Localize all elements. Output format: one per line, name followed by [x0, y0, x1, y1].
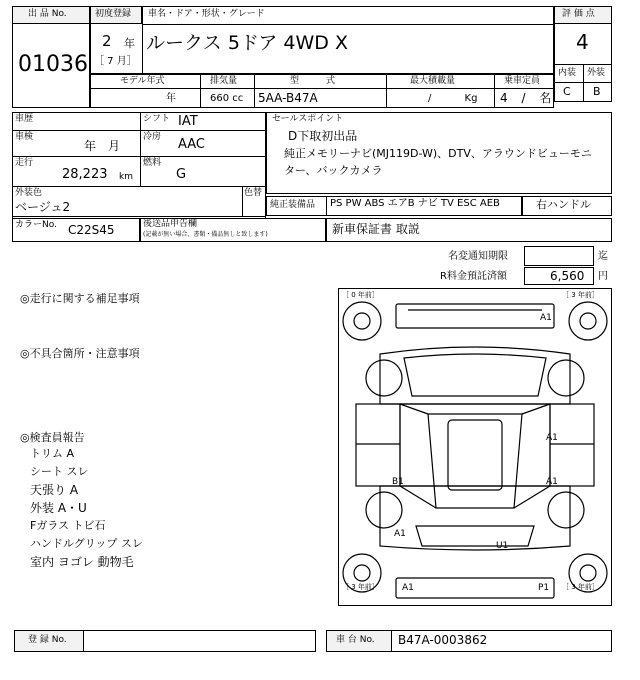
diagram-corner-br: ［ 3 年前］: [562, 583, 599, 591]
report-note: (記載が無い場合、書類・備品無しと致します): [143, 231, 268, 238]
equip-items: PS PW ABS エアB ナビ TV ESC AEB: [330, 198, 500, 209]
damage-mark: A1: [540, 313, 552, 323]
max-load-value: / Kg: [428, 93, 478, 104]
inspector-item: 外装 A・U: [30, 501, 87, 515]
chassis-value: B47A-0003862: [398, 633, 488, 647]
model-divider: [142, 24, 554, 25]
damage-mark: A1: [546, 477, 558, 487]
details-row3: [12, 186, 266, 187]
damage-mark: A1: [402, 583, 414, 593]
color-label: 外装色: [15, 188, 43, 198]
recycle-unit: 円: [598, 271, 608, 282]
damage-mark: A1: [394, 529, 406, 539]
capacity-label: 乗車定員: [504, 76, 541, 86]
grade-divider: [554, 82, 612, 83]
sales-line2: 純正メモリーナビ(MJ119D-W)、DTV、アラウンドビューモニ: [284, 147, 592, 160]
model-year-unit: 年: [166, 93, 176, 104]
interior-grade: C: [563, 85, 571, 98]
equip-label: 純正装備品: [270, 200, 316, 210]
inspector-heading: ◎検査員報告: [20, 431, 85, 444]
max-load-label: 最大積載量: [410, 76, 456, 86]
defects-heading: ◎不具合箇所・注意事項: [20, 347, 140, 360]
damage-mark: P1: [538, 583, 550, 593]
recycle-label: R料金預託済額: [440, 271, 507, 282]
color-value: ベージュ2: [15, 200, 71, 214]
spec-divider: [90, 88, 554, 89]
history-label: 車歴: [15, 114, 34, 124]
damage-mark: U1: [496, 541, 509, 551]
fuel-label: 燃料: [143, 158, 162, 168]
reg-divider: [142, 6, 143, 74]
color-change-split: [242, 186, 243, 216]
color-no-divider: [12, 216, 266, 217]
diagram-corner-tr: ［ 3 年前］: [562, 291, 599, 299]
reg-month: ［ 7 月］: [94, 56, 137, 67]
score-split: [583, 64, 584, 102]
mileage-label: 走行: [15, 158, 34, 168]
recycle-value: 6,560: [550, 269, 585, 283]
warranty-value: 新車保証書 取説: [332, 222, 420, 236]
capacity-value: 4 / 名: [500, 91, 552, 105]
lot-label: 出 品 No.: [28, 9, 67, 19]
driving-notes-heading: ◎走行に関する補足事項: [20, 292, 140, 305]
inspection-value: 年 月: [84, 139, 121, 153]
color-no-value: C22S45: [68, 223, 115, 237]
details-row1: [12, 130, 266, 131]
interior-label: 内装: [558, 68, 577, 78]
displacement-value: 660 cc: [210, 93, 244, 104]
shift-label: シフト: [143, 114, 171, 124]
inspection-label: 車検: [15, 132, 34, 142]
car-outline-icon: [338, 288, 612, 606]
sales-line1: D下取初出品: [288, 129, 358, 143]
notice-label: 名変通知期限: [448, 251, 508, 262]
color-change-label: 色替: [244, 188, 263, 198]
model-year-label: モデル年式: [120, 76, 165, 86]
report-label: 後送品申告欄: [143, 219, 198, 229]
spec-col4: [494, 74, 495, 108]
diagram-corner-bl: ［ 3 年前］: [342, 583, 379, 591]
score-label: 評 価 点: [562, 9, 595, 19]
diagram-corner-tl: ［ 0 年前］: [342, 291, 379, 299]
damage-mark: B1: [392, 477, 404, 487]
sales-label: セールスポイント: [272, 114, 344, 124]
inspector-item: トリム A: [30, 447, 75, 460]
fuel-value: G: [176, 167, 187, 182]
type-value: 5AA-B47A: [258, 91, 318, 105]
mileage-value: 28,223: [62, 167, 108, 182]
spec-col3: [386, 74, 387, 108]
first-reg-label: 初度登録: [95, 9, 132, 19]
inspector-item: 室内 ヨゴレ 動物毛: [30, 555, 134, 569]
inspector-item: ハンドルグリップ スレ: [30, 537, 143, 550]
displacement-label: 排気量: [210, 76, 238, 86]
ac-value: AAC: [178, 137, 205, 152]
notice-value-box: [524, 246, 594, 266]
exterior-grade: B: [593, 85, 601, 98]
year-unit: 年: [124, 37, 135, 50]
spec-col2: [254, 74, 255, 108]
reg-no-label: 登 録 No.: [28, 635, 67, 645]
damage-mark: A1: [546, 433, 558, 443]
mileage-unit: km: [119, 172, 133, 182]
notice-unit: 迄: [598, 251, 608, 262]
reg-year: 2: [102, 32, 112, 50]
equip-split: [326, 196, 327, 216]
score-value: 4: [576, 30, 589, 54]
model-name: ルークス 5ドア 4WD X: [146, 32, 348, 54]
details-split: [140, 112, 141, 186]
ac-label: 冷房: [143, 132, 162, 142]
inspector-item: Fガラス トビ石: [30, 519, 106, 532]
chassis-label: 車 台 No.: [336, 635, 375, 645]
shift-value: IAT: [178, 114, 198, 129]
spec-col1: [200, 74, 201, 108]
inspector-item: シート スレ: [30, 465, 89, 478]
lot-number: 01036: [18, 52, 88, 77]
sales-line3: ター、バックカメラ: [284, 164, 383, 177]
exterior-label: 外装: [587, 68, 606, 78]
model-label: 車名・ドア・形状・グレード: [148, 9, 265, 19]
inspector-item: 天張り A: [30, 483, 79, 497]
type-label: 型 式: [290, 76, 336, 86]
color-no-label: カラーNo.: [15, 220, 57, 230]
handle-value: 右ハンドル: [536, 198, 591, 211]
details-row2: [12, 156, 266, 157]
